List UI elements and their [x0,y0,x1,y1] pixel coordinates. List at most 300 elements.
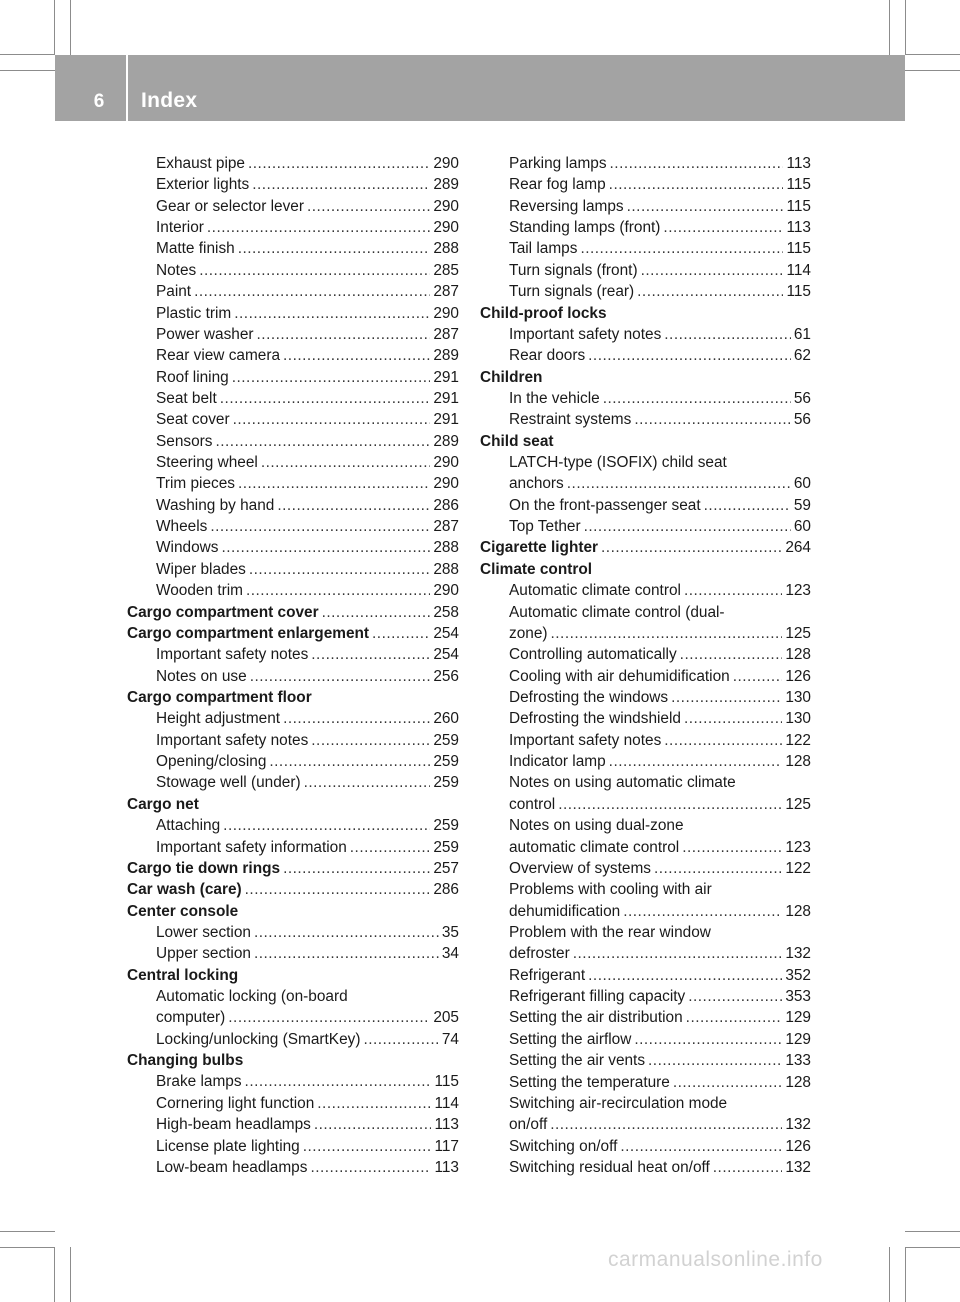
crop-mark [0,54,55,55]
index-entry [127,730,459,751]
index-entry-label: Restraint systems [509,411,632,429]
crop-mark [905,54,960,55]
page-number: 6 [93,91,105,112]
dot-leader [550,1114,782,1135]
index-entry [480,922,811,965]
dot-leader [254,943,439,964]
index-page-ref: 254 [433,646,459,664]
index-page-ref: 290 [433,197,459,215]
index-entry [480,751,811,772]
index-page-ref: 59 [793,496,811,514]
index-entry [480,965,811,986]
dot-leader [314,1114,432,1135]
index-entry-label-line: Problem with the rear window [509,924,711,942]
index-entry [127,431,459,452]
dot-leader [601,537,782,558]
index-column-right [480,153,811,1178]
index-entry-label: Sensors [156,432,213,450]
dot-leader [686,1007,783,1028]
index-entry [480,772,811,815]
index-entry-label: Setting the air distribution [509,1009,683,1027]
index-entry-label: Car wash (care) [127,881,242,899]
index-entry-label: Reversing lamps [509,197,624,215]
index-page-ref: 114 [786,261,811,279]
index-page-ref: 291 [433,411,459,429]
dot-leader [372,623,430,644]
index-entry-label: Plastic trim [156,304,232,322]
index-entry-label: zone) [509,624,548,642]
index-entry-label: Important safety notes [509,731,662,749]
index-entry [480,238,811,259]
index-entry-label: Interior [156,219,204,237]
index-page-ref: 122 [785,859,811,877]
dot-leader [704,495,791,516]
index-entry [480,1007,811,1028]
index-entry [480,345,811,366]
index-entry [127,708,459,729]
index-page-ref: 290 [433,475,459,493]
crop-mark [889,1247,890,1302]
index-heading [480,559,811,580]
index-entry-label: License plate lighting [156,1137,300,1155]
index-entry [480,815,811,858]
dot-leader [307,196,430,217]
index-entry [480,1072,811,1093]
index-entry [480,388,811,409]
index-entry [127,367,459,388]
index-entry-label: Cornering light function [156,1094,315,1112]
index-page-ref: 288 [433,539,459,557]
index-entry [127,153,459,174]
index-entry [127,751,459,772]
index-entry-label: Exterior lights [156,176,250,194]
index-entry [480,495,811,516]
index-entry [480,516,811,537]
index-entry-label: Upper section [156,945,251,963]
index-entry-label: Setting the air vents [509,1052,646,1070]
dot-leader [558,794,782,815]
index-entry-label: On the front-passenger seat [509,496,701,514]
index-entry [127,303,459,324]
index-heading [480,303,811,324]
index-entry-label: Important safety notes [156,646,309,664]
dot-leader [228,1007,430,1028]
index-page-ref: 113 [434,1116,459,1134]
dot-leader [277,495,430,516]
index-entry [480,324,811,345]
index-entry-label: Important safety notes [156,731,309,749]
index-entry-label: Notes [156,261,197,279]
index-entry-label: defroster [509,945,570,963]
dot-leader [684,580,782,601]
index-page-ref: 290 [433,155,459,172]
index-entry [480,260,811,281]
index-page-ref: 290 [433,304,459,322]
index-entry-label: In the vehicle [509,389,600,407]
index-heading [127,879,459,900]
index-entry [127,1114,459,1135]
index-page-ref: 287 [433,325,459,343]
dot-leader [567,473,791,494]
dot-leader [311,730,430,751]
index-page-ref: 353 [785,988,811,1006]
index-entry [127,986,459,1029]
dot-leader [194,281,430,302]
dot-leader [551,623,783,644]
dot-leader [238,473,430,494]
index-page-ref: 113 [786,219,811,237]
index-entry [127,772,459,793]
dot-leader [580,238,783,259]
crop-mark [70,1247,71,1302]
index-entry [480,730,811,751]
index-entry-label: Matte finish [156,240,235,258]
index-page-ref: 117 [434,1137,459,1155]
index-page-ref: 289 [433,176,459,194]
index-page-ref: 132 [785,945,811,963]
index-page-ref: 257 [433,859,459,877]
crop-mark [54,0,55,55]
dot-leader [221,537,430,558]
crop-mark [0,1231,55,1232]
index-page-ref: 115 [786,176,811,194]
index-page-ref: 259 [433,838,459,856]
index-entry [480,153,811,174]
index-page-ref: 291 [433,368,459,386]
index-entry [480,666,811,687]
index-entry-label: Switching residual heat on/off [509,1159,710,1176]
index-page-ref: 254 [433,624,459,642]
dot-leader [363,1029,438,1050]
index-page-ref: 125 [785,624,811,642]
index-entry [127,537,459,558]
index-entry-label-line: Automatic locking (on-board [156,988,348,1006]
dot-leader [627,196,784,217]
index-heading [127,602,459,623]
index-page-ref: 56 [793,411,811,429]
dot-leader [199,260,430,281]
index-page-ref: 126 [785,667,811,685]
dot-leader [234,303,430,324]
index-entry [480,580,811,601]
dot-leader [254,922,439,943]
dot-leader [232,367,431,388]
dot-leader [641,260,784,281]
index-page-ref: 129 [785,1009,811,1027]
index-page-ref: 62 [793,347,811,365]
index-entry-label: Tail lamps [509,240,578,258]
dot-leader [249,559,430,580]
dot-leader [303,1136,432,1157]
index-entry-label: anchors [509,475,564,493]
index-entry-label: Opening/closing [156,753,267,771]
index-entry-label: Cargo net [127,795,199,813]
index-heading [480,431,811,452]
index-entry-label: Center console [127,902,239,920]
index-entry-label: Controlling automatically [509,646,677,664]
index-page-ref: 74 [441,1030,459,1048]
index-page-ref: 128 [785,1073,811,1091]
index-entry-label: Top Tether [509,518,581,536]
dot-leader [733,666,783,687]
index-entry [480,986,811,1007]
index-page-ref: 259 [433,731,459,749]
index-page-ref: 34 [441,945,459,963]
index-entry [127,815,459,836]
index-entry-label: Important safety notes [509,325,662,343]
index-entry [480,1093,811,1136]
dot-leader [248,153,430,174]
dot-leader [245,1071,432,1092]
index-entry-label: Cargo tie down rings [127,859,281,877]
index-entry [480,174,811,195]
index-entry [480,644,811,665]
crop-mark [905,0,906,55]
index-entry-label: Washing by hand [156,496,275,514]
index-entry [127,580,459,601]
index-heading [127,623,459,644]
index-heading [127,901,459,922]
dot-leader [245,879,431,900]
index-entry [127,388,459,409]
dot-leader [684,708,782,729]
dot-leader [252,174,430,195]
index-entry [480,196,811,217]
dot-leader [210,516,430,537]
index-entry-label: Exhaust pipe [156,155,245,172]
header-separator [126,55,128,121]
index-entry-label: Wheels [156,518,208,536]
index-entry-label: Roof lining [156,368,229,386]
index-entry-label: computer) [156,1009,226,1027]
crop-mark [70,0,71,55]
dot-leader [207,217,430,238]
dot-leader [609,751,783,772]
index-entry-label-line: Switching air-recirculation mode [509,1094,728,1112]
index-page-ref: 286 [433,881,459,899]
index-entry-label: Height adjustment [156,710,281,728]
index-page-ref: 290 [433,582,459,600]
dot-leader [220,388,431,409]
index-entry [127,516,459,537]
index-page-ref: 259 [433,817,459,835]
index-entry-label: on/off [509,1116,548,1134]
index-entry-label: Automatic climate control [509,582,681,600]
index-entry-label: Child-proof locks [480,304,607,322]
index-entry [127,281,459,302]
dot-leader [682,837,782,858]
index-entry-label: Lower section [156,923,251,941]
index-entry-label: Brake lamps [156,1073,242,1091]
index-page-ref: 285 [433,261,459,279]
index-entry-label: Cooling with air dehumidification [509,667,730,685]
index-column-left [127,153,459,1178]
index-page-ref: 289 [433,432,459,450]
index-page-ref: 115 [786,240,811,258]
index-entry [127,473,459,494]
index-entry-label: High-beam headlamps [156,1116,311,1134]
index-page-ref: 130 [785,689,811,707]
index-page-ref: 286 [433,496,459,514]
index-page-ref: 130 [785,710,811,728]
index-entry [127,260,459,281]
index-entry [127,1029,459,1050]
index-entry-label: Stowage well (under) [156,774,301,792]
index-entry-label: Climate control [480,560,593,578]
dot-leader [671,687,782,708]
dot-leader [283,345,430,366]
index-entry-label: Indicator lamp [509,753,606,771]
dot-leader [673,1072,782,1093]
dot-leader [588,345,791,366]
dot-leader [238,238,431,259]
index-page-ref: 125 [785,795,811,813]
dot-leader [588,965,782,986]
index-entry-label: control [509,795,556,813]
index-entry [480,281,811,302]
index-heading [480,537,811,558]
index-page-ref: 129 [785,1030,811,1048]
crop-mark [889,0,890,55]
dot-leader [620,1136,782,1157]
dot-leader [317,1093,431,1114]
dot-leader [350,837,431,858]
index-entry-label: Overview of systems [509,859,651,877]
index-page-ref: 264 [785,539,811,557]
index-entry-label: Parking lamps [509,155,607,172]
dot-leader [223,815,430,836]
dot-leader [233,409,431,430]
dot-leader [257,324,431,345]
index-page-ref: 260 [433,710,459,728]
index-entry [480,217,811,238]
index-entry-label-line: Automatic climate control (dual- [509,603,725,621]
index-page-ref: 123 [785,838,811,856]
index-entry [480,708,811,729]
index-page-ref: 133 [785,1052,811,1070]
index-entry-label: Cargo compartment enlargement [127,624,370,642]
index-entry [127,1157,459,1178]
index-entry [480,1029,811,1050]
index-entry-label-line: Problems with cooling with air [509,881,712,899]
dot-leader [664,730,782,751]
index-entry [480,687,811,708]
dot-leader [648,1050,782,1071]
index-page-ref: 132 [785,1159,811,1176]
dot-leader [634,409,791,430]
index-page-ref: 258 [433,603,459,621]
dot-leader [310,1157,431,1178]
dot-leader [610,153,784,174]
index-entry [480,1050,811,1071]
index-page-ref: 288 [433,560,459,578]
index-entry [127,1093,459,1114]
index-entry [480,602,811,645]
index-page-ref: 60 [793,475,811,493]
index-entry-label: Power washer [156,325,254,343]
index-entry [127,452,459,473]
index-entry-label: Attaching [156,817,221,835]
index-page-ref: 256 [433,667,459,685]
dot-leader [304,772,431,793]
index-entry [127,409,459,430]
dot-leader [322,602,431,623]
index-entry [127,238,459,259]
index-page-ref: 115 [786,197,811,215]
dot-leader [664,324,791,345]
index-page-ref: 114 [434,1094,459,1112]
index-page-ref: 122 [785,731,811,749]
index-page-ref: 289 [433,347,459,365]
index-entry [127,196,459,217]
index-entry-label: Switching on/off [509,1137,618,1155]
page-title: Index [141,89,198,112]
index-entry [127,922,459,943]
index-entry [127,174,459,195]
index-entry [127,559,459,580]
index-heading [127,858,459,879]
dot-leader [663,217,783,238]
index-entry-label: Refrigerant [509,966,586,984]
crop-mark [905,70,960,71]
index-entry [127,644,459,665]
index-page-ref: 128 [785,753,811,771]
index-entry [480,879,811,922]
dot-leader [637,281,783,302]
index-entry-label-line: LATCH-type (ISOFIX) child seat [509,454,727,472]
index-page-ref: 352 [785,966,811,984]
crop-mark [905,1247,960,1248]
index-page-ref: 126 [785,1137,811,1155]
dot-leader [584,516,791,537]
index-entry-label: Turn signals (rear) [509,283,635,301]
dot-leader [680,644,783,665]
crop-mark [0,70,55,71]
index-entry-label: Seat cover [156,411,230,429]
index-entry-label: Setting the airflow [509,1030,632,1048]
index-entry [127,1071,459,1092]
index-entry-label: Defrosting the windshield [509,710,681,728]
index-entry-label: Important safety information [156,838,347,856]
index-entry-label: Seat belt [156,389,217,407]
dot-leader [623,901,782,922]
dot-leader [603,388,791,409]
index-page-ref: 290 [433,454,459,472]
index-entry [127,666,459,687]
index-page-ref: 123 [785,582,811,600]
index-entry-label: Cargo compartment floor [127,688,312,706]
index-entry-label: Children [480,368,543,386]
index-entry-label: Setting the temperature [509,1073,670,1091]
index-entry-label: Rear fog lamp [509,176,606,194]
index-entry [127,345,459,366]
index-entry [480,452,811,495]
index-page-ref: 290 [433,219,459,237]
index-entry [127,943,459,964]
index-entry-label: Notes on use [156,667,247,685]
index-entry-label-line: Notes on using automatic climate [509,774,736,792]
dot-leader [688,986,782,1007]
index-entry-label: Locking/unlocking (SmartKey) [156,1030,361,1048]
index-entry-label: Refrigerant filling capacity [509,988,686,1006]
dot-leader [269,751,430,772]
crop-mark [905,1247,906,1302]
index-entry-label: Rear view camera [156,347,281,365]
dot-leader [246,580,430,601]
index-entry-label: Gear or selector lever [156,197,304,215]
index-entry-label: Cigarette lighter [480,539,599,557]
index-entry [480,1136,811,1157]
